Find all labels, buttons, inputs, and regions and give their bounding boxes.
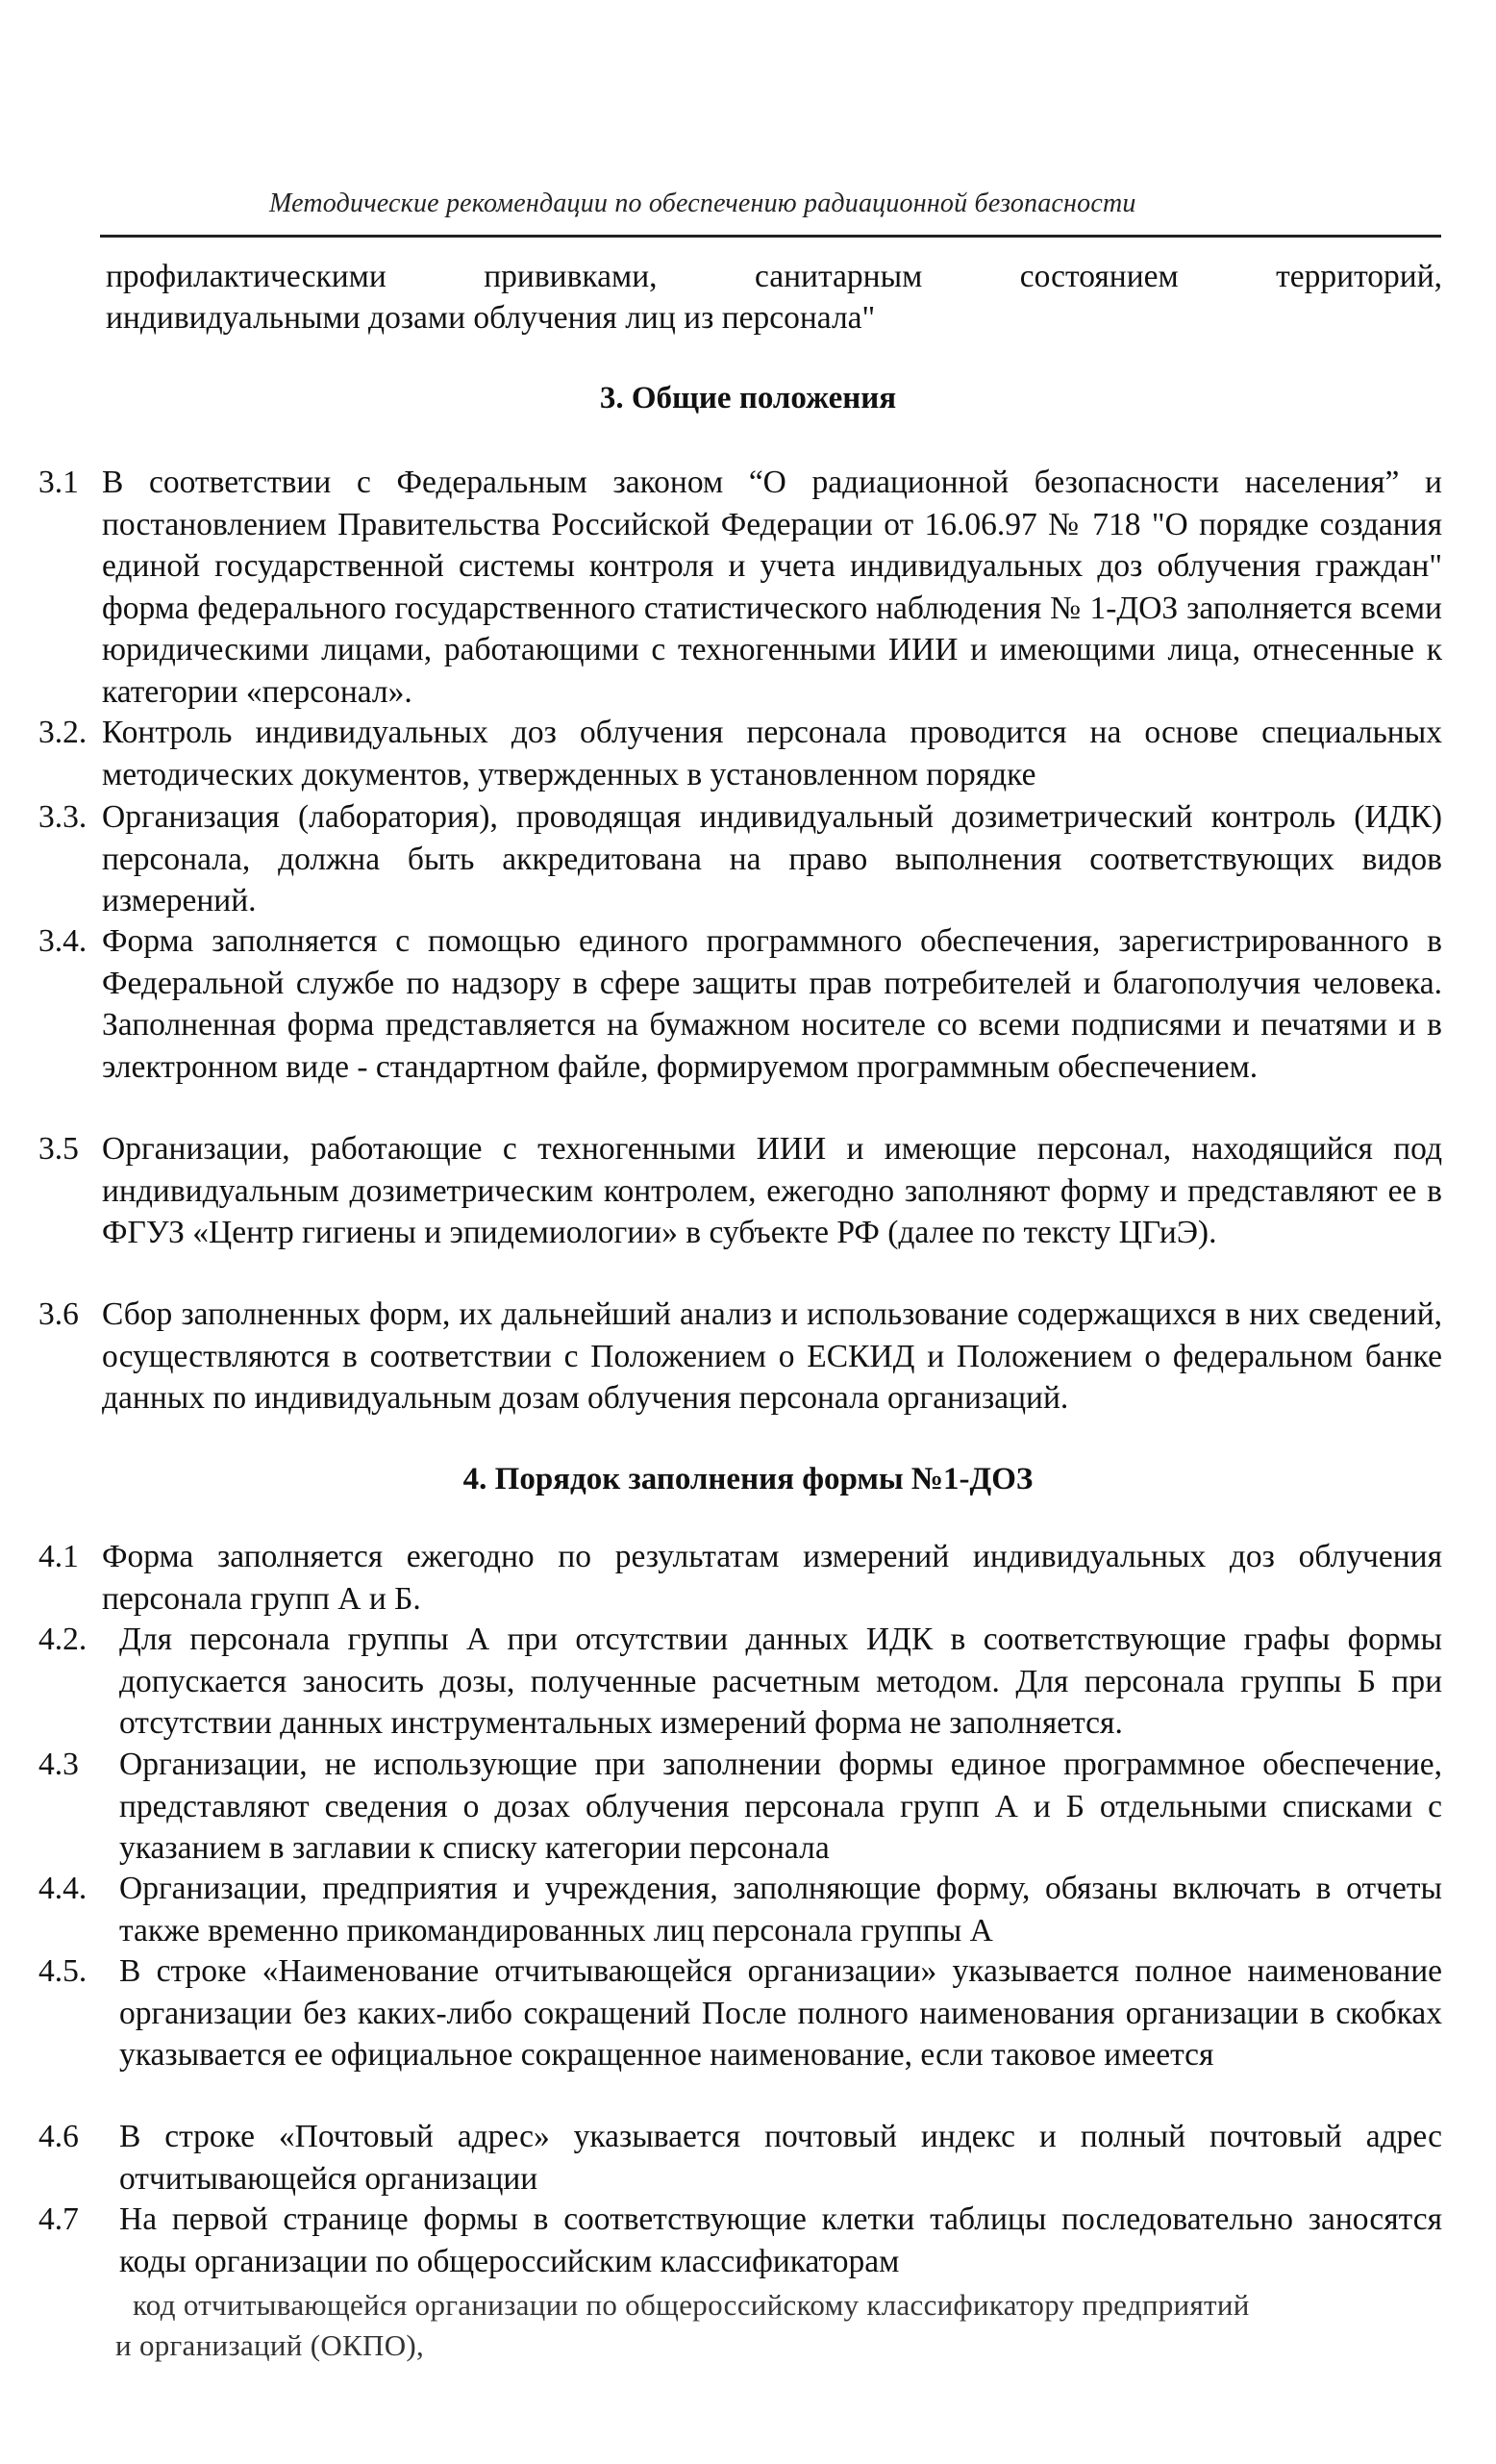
- list-item: [38, 2116, 1442, 2200]
- item-text: Организации, работающие с техногенными ИИИ и имеющие персонал, находящийся под индивидуальным дозиметрическим контролем, ежегодно заполняют форму и представляют ее в ФГУЗ «Центр гигиены и эпидемиологии» в субъекте РФ (далее по тексту ЦГиЭ).: [102, 1131, 1442, 1250]
- item-number: 4.6: [38, 2119, 79, 2154]
- item-text: Сбор заполненных форм, их дальнейший анализ и использование содержащихся в них сведений, осуществляются в соответствии с Положением о ЕСКИД и Положением о федеральном банке данных по индивидуальным дозам облучения персонала организаций.: [102, 1296, 1442, 1416]
- item-number: 4.4.: [38, 1871, 87, 1906]
- item-text: В строке «Почтовый адрес» указывается почтовый индекс и полный почтовый адрес отчитывающейся организации: [119, 2119, 1442, 2197]
- item-number: 3.1: [38, 465, 79, 500]
- item-number: 4.2.: [38, 1622, 87, 1657]
- list-item: [38, 1536, 1442, 1620]
- running-header: Методические рекомендации по обеспечению радиационной безопасности: [269, 189, 1136, 218]
- list-item: [38, 1868, 1442, 1951]
- list-item: [38, 2199, 1442, 2282]
- item-text: В строке «Наименование отчитывающейся организации» указывается полное наименование организации без каких-либо сокращений После полного наименования организации в скобках указывается ее официальное сокращенное наименование, если таковое имеется: [119, 1953, 1442, 2073]
- item-text: Для персонала группы А при отсутствии данных ИДК в соответствующие графы формы допускается заносить дозы, полученные расчетным методом. Для персонала группы Б при отсутствии данных инструментальных измерений форма не заполняется.: [119, 1622, 1442, 1741]
- footer-line-1: код отчитывающейся организации по общероссийскому классификатору предприятий: [133, 2288, 1250, 2322]
- intro-line-1: профилактическими прививками, санитарным состоянием территорий,: [106, 259, 1442, 294]
- section-4-heading: 4. Порядок заполнения формы №1-ДОЗ: [462, 1462, 1034, 1496]
- intro-line-2: индивидуальными дозами облучения лиц из персонала": [106, 300, 876, 336]
- list-item: [38, 1128, 1442, 1254]
- list-item: [38, 1619, 1442, 1745]
- item-number: 3.2.: [38, 715, 87, 750]
- header-rule: [100, 235, 1441, 238]
- item-number: 4.1: [38, 1539, 79, 1574]
- item-text: Форма заполняется ежегодно по результатам измерений индивидуальных доз облучения персонала групп А и Б.: [102, 1539, 1442, 1617]
- item-number: 3.6: [38, 1296, 79, 1332]
- item-number: 4.5.: [38, 1953, 87, 1989]
- item-text: Контроль индивидуальных доз облучения персонала проводится на основе специальных методических документов, утвержденных в установленном порядке: [102, 715, 1442, 792]
- section-3-heading: 3. Общие положения: [599, 381, 897, 415]
- list-item: [38, 920, 1442, 1088]
- item-text: Организации, не использующие при заполнении формы единое программное обеспечение, представляют сведения о дозах облучения персонала групп А и Б отдельными списками с указанием в заглавии к списку категории персонала: [119, 1747, 1442, 1866]
- item-text: На первой странице формы в соответствующие клетки таблицы последовательно заносятся коды организации по общероссийским классификаторам: [119, 2201, 1442, 2279]
- list-item: [38, 796, 1442, 922]
- item-number: 3.5: [38, 1131, 79, 1167]
- footer-line-2: и организаций (ОКПО),: [115, 2328, 425, 2362]
- item-text: Организации, предприятия и учреждения, заполняющие форму, обязаны включать в отчеты также временно прикомандированных лиц персонала группы А: [119, 1871, 1442, 1949]
- item-number: 4.7: [38, 2201, 79, 2237]
- item-text: Организация (лаборатория), проводящая индивидуальный дозиметрический контроль (ИДК) персонала, должна быть аккредитована на право выполнения соответствующих видов измерений.: [102, 799, 1442, 918]
- list-item: [38, 1950, 1442, 2076]
- list-item: [38, 462, 1442, 713]
- item-number: 4.3: [38, 1747, 79, 1782]
- item-text: В соответствии с Федеральным законом “О радиационной безопасности населения” и постановлением Правительства Российской Федерации от 16.06.97 № 718 "О порядке создания единой государственной системы контроля и учета индивидуальных доз облучения граждан" форма федерального государственного статистического наблюдения № 1-ДОЗ заполняется всеми юридическими лицами, работающими с техногенными ИИИ и имеющими лица, отнесенные к категории «персонал».: [102, 465, 1442, 710]
- list-item: [38, 1294, 1442, 1420]
- item-number: 3.4.: [38, 923, 87, 959]
- list-item: [38, 1744, 1442, 1870]
- list-item: [38, 712, 1442, 795]
- item-number: 3.3.: [38, 799, 87, 835]
- item-text: Форма заполняется с помощью единого программного обеспечения, зарегистрированного в Федеральной службе по надзору в сфере защиты прав потребителей и благополучия человека. Заполненная форма представляется на бумажном носителе со всеми подписями и печатями и в электронном виде - стандартном файле, формируемом программным обеспечением.: [102, 923, 1442, 1085]
